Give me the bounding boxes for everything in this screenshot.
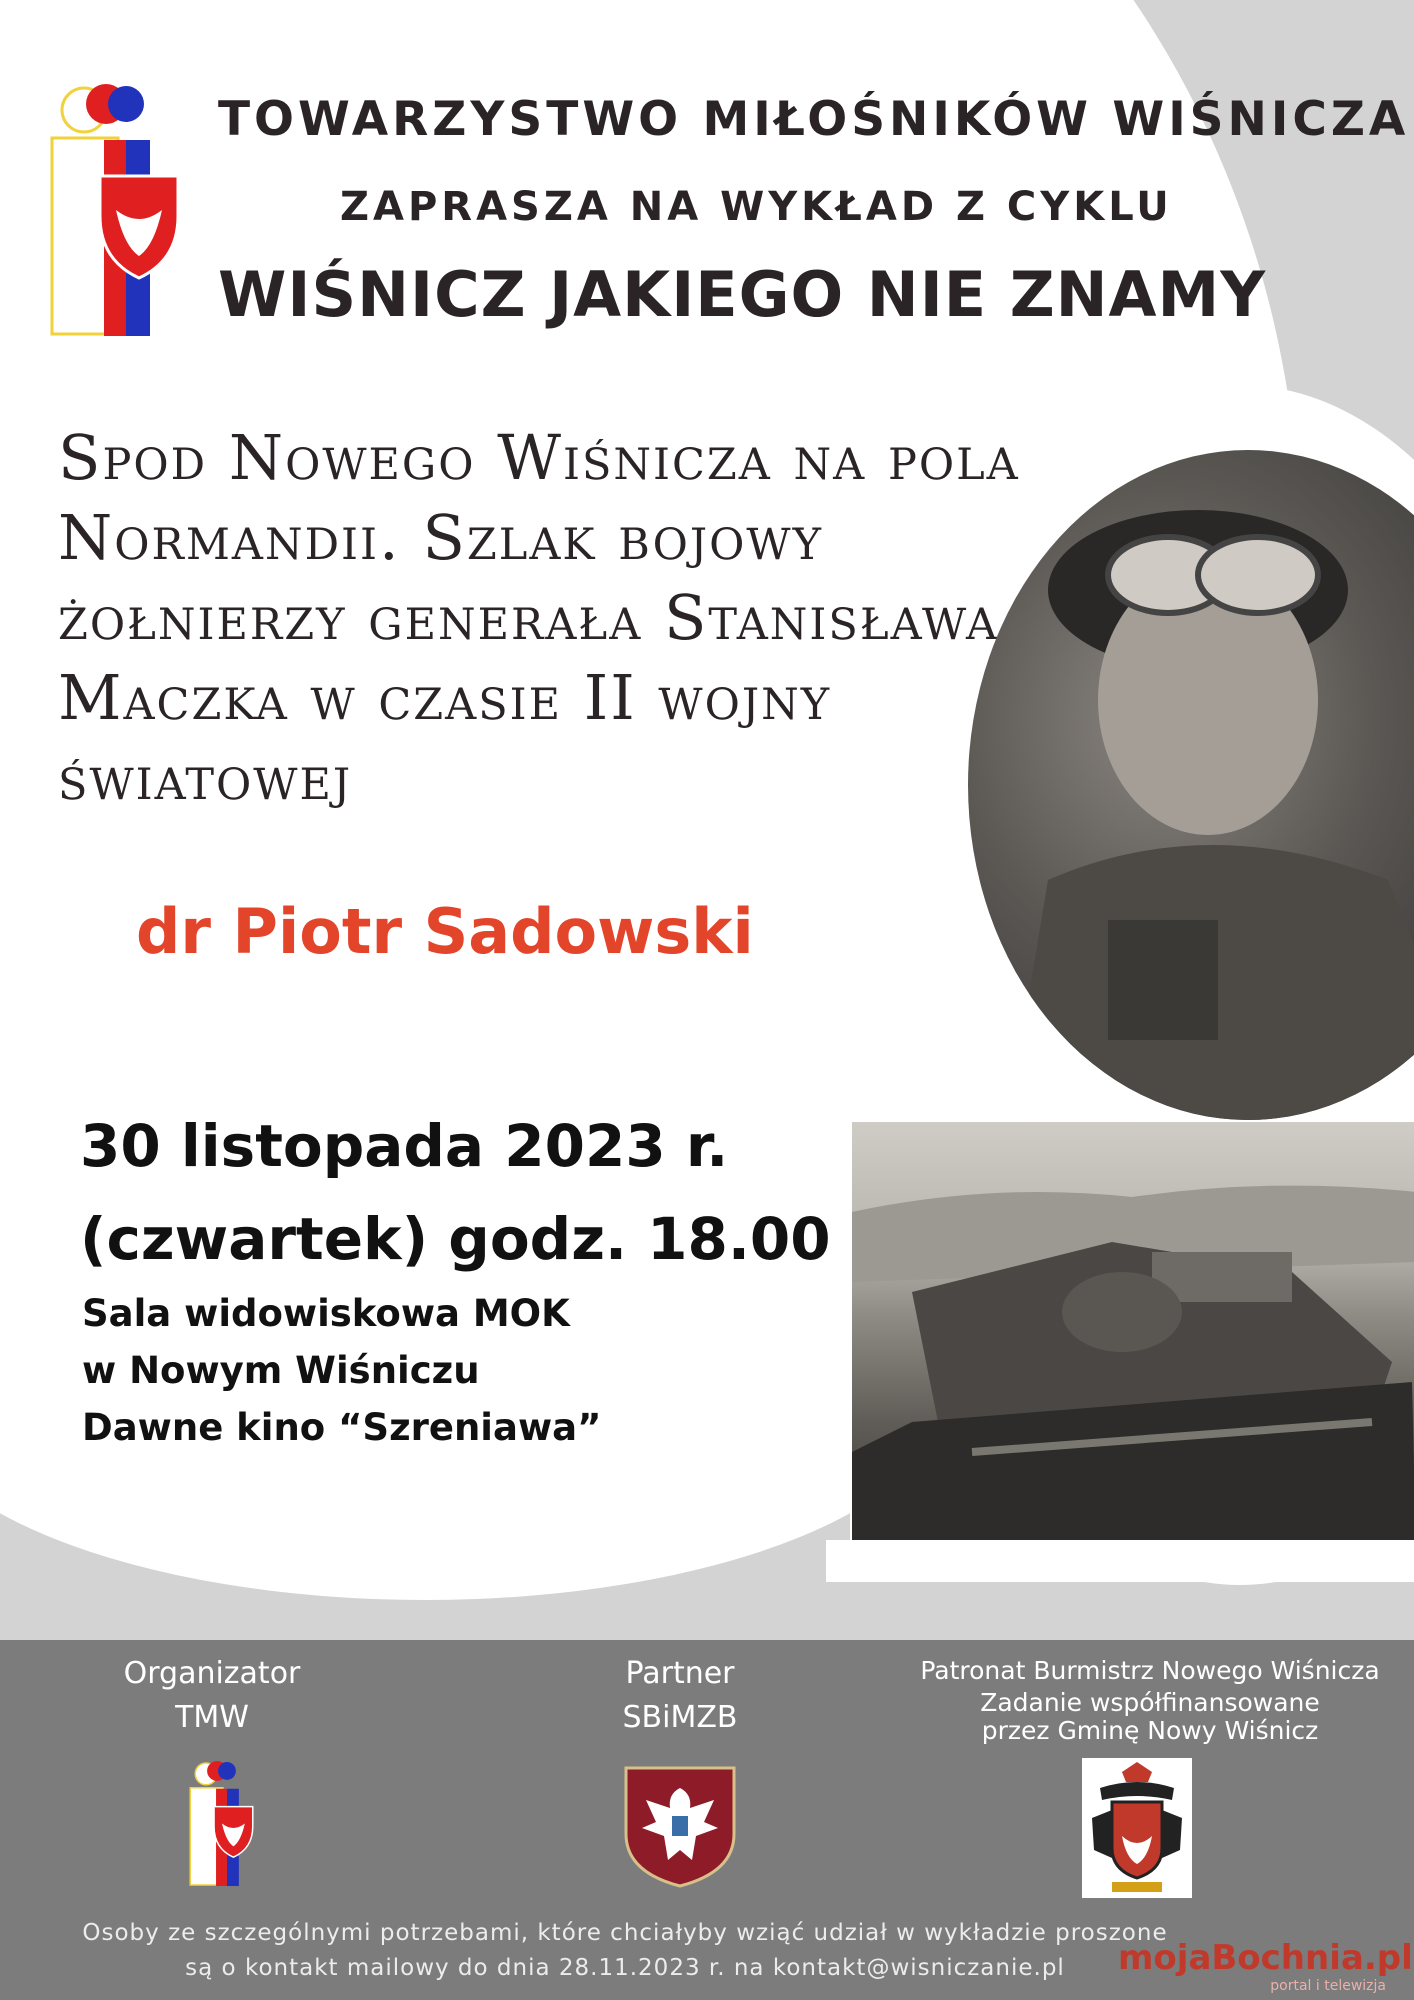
watermark: mojaBochnia.pl bbox=[1118, 1938, 1413, 1978]
event-date: 30 listopada 2023 r. bbox=[80, 1112, 729, 1180]
tmw-logo-icon bbox=[184, 1758, 258, 1888]
tank-photo bbox=[850, 1122, 1414, 1554]
venue-line-3: Dawne kino “Szreniawa” bbox=[82, 1406, 602, 1449]
event-day-time: (czwartek) godz. 18.00 bbox=[80, 1205, 831, 1273]
organization-name: TOWARZYSTWO MIŁOŚNIKÓW WIŚNICZA bbox=[218, 92, 1410, 147]
speaker-name: dr Piotr Sadowski bbox=[136, 895, 754, 968]
venue-line-1: Sala widowiskowa MOK bbox=[82, 1292, 570, 1335]
organizer-value: TMW bbox=[175, 1700, 249, 1735]
accessibility-note-line-2: są o kontakt mailowy do dnia 28.11.2023 r. na kontakt@wisniczanie.pl bbox=[185, 1955, 1065, 1981]
lecture-title: Spod Nowego Wiśnicza na pola Normandii. Szlak bojowy żołnierzy generała Stanisława Maczka w czasie II wojny światowej bbox=[58, 421, 1020, 814]
accessibility-note-line-1: Osoby ze szczególnymi potrzebami, które chciałyby wziąć udział w wykładzie proszone bbox=[82, 1920, 1168, 1946]
eagle-shield-icon bbox=[622, 1764, 738, 1890]
partner-label: Partner bbox=[625, 1656, 735, 1691]
patron-line-1: Patronat Burmistrz Nowego Wiśnicza bbox=[920, 1656, 1380, 1685]
venue-line-2: w Nowym Wiśniczu bbox=[82, 1349, 480, 1392]
watermark-subtitle: portal i telewizja bbox=[1270, 1978, 1386, 1994]
patron-line-3: przez Gminę Nowy Wiśnicz bbox=[981, 1716, 1319, 1745]
organizer-label: Organizator bbox=[123, 1656, 301, 1691]
nowy-wisnicz-crest-icon bbox=[1082, 1758, 1192, 1898]
series-title: WIŚNICZ JAKIEGO NIE ZNAMY bbox=[218, 258, 1267, 331]
tmw-logo-icon bbox=[44, 78, 184, 340]
partner-value: SBiMZB bbox=[622, 1700, 738, 1735]
patron-line-2: Zadanie współfinansowane bbox=[980, 1688, 1320, 1717]
crest-frame bbox=[1082, 1758, 1192, 1898]
tank-illustration bbox=[852, 1122, 1414, 1554]
invitation-line: ZAPRASZA NA WYKŁAD Z CYKLU bbox=[340, 184, 1173, 230]
photo-frame-strip bbox=[826, 1540, 1414, 1582]
